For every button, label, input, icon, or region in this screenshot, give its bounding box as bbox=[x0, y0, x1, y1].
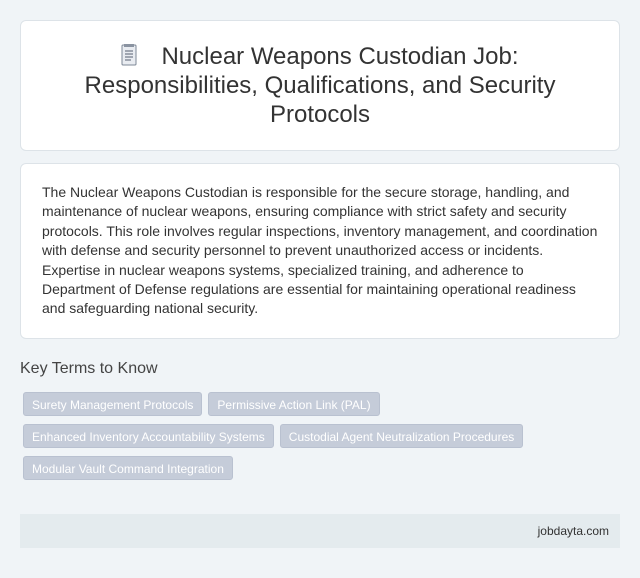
tag-row bbox=[23, 456, 603, 480]
description-text: The Nuclear Weapons Custodian is responsible for the secure storage, handling, and maintenance of nuclear weapons, ensuring compliance with strict safety and security protocols. This role involves regular inspections, inventory management, and coordination with defense and security personnel to prevent unauthorized access or incidents. Expertise in nuclear weapons systems, specialized training, and adherence to Department of Defense regulations are essential for maintaining operational readiness and safeguarding national security. bbox=[42, 184, 598, 317]
tag-row bbox=[23, 424, 603, 448]
key-terms-list bbox=[23, 392, 603, 488]
tag-enhanced-inventory-accountability[interactable]: Enhanced Inventory Accountability Systems bbox=[23, 424, 274, 448]
description-card bbox=[20, 163, 620, 339]
tag-row bbox=[23, 392, 603, 416]
page-title bbox=[51, 42, 589, 129]
tag-surety-management-protocols[interactable]: Surety Management Protocols bbox=[23, 392, 202, 416]
footer-site-link[interactable]: jobdayta.com bbox=[537, 524, 609, 538]
tag-permissive-action-link[interactable]: Permissive Action Link (PAL) bbox=[208, 392, 379, 416]
tag-modular-vault-command[interactable]: Modular Vault Command Integration bbox=[23, 456, 233, 480]
footer bbox=[20, 514, 620, 548]
key-terms-heading: Key Terms to Know bbox=[20, 360, 158, 377]
document-icon bbox=[121, 44, 137, 66]
tag-custodial-agent-neutralization[interactable]: Custodial Agent Neutralization Procedures bbox=[280, 424, 523, 448]
title-card bbox=[20, 20, 620, 151]
page-title-text: Nuclear Weapons Custodian Job: Responsibilities, Qualifications, and Security Protocols bbox=[84, 43, 556, 128]
